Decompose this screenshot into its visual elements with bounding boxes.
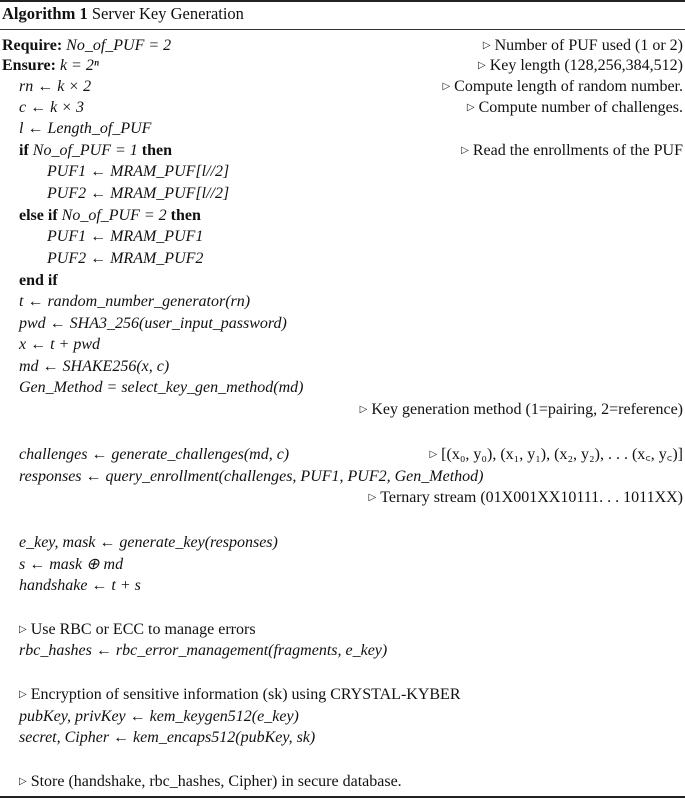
algorithm-line (0, 206, 685, 226)
statement: PUF2 ← MRAM_PUF2 (47, 250, 204, 267)
comment-text: Compute number of challenges. (478, 99, 683, 116)
line-comment (483, 36, 683, 56)
algorithm-line (0, 400, 685, 420)
algorithm-line (0, 184, 685, 204)
line-code (19, 357, 169, 377)
line-code (19, 335, 100, 355)
keyword: Require: (2, 37, 67, 54)
keyword: if (19, 142, 33, 159)
algorithm-line (0, 249, 685, 269)
statement: No_of_PUF = 2 (66, 37, 172, 54)
line-code (47, 227, 203, 247)
algorithm-line (0, 36, 685, 56)
line-code (19, 141, 172, 161)
algorithm-line (0, 227, 685, 247)
keyword: then (166, 207, 201, 224)
comment-triangle-icon: ▷ (19, 776, 27, 787)
comment-triangle-icon: ▷ (429, 449, 438, 460)
statement: c ← k × 3 (19, 99, 84, 116)
line-code (47, 162, 229, 182)
comment-triangle-icon: ▷ (359, 404, 368, 415)
keyword: then (137, 142, 173, 159)
comment-text: Key length (128,256,384,512) (489, 57, 683, 74)
comment-text: Number of PUF used (1 or 2) (494, 37, 683, 54)
algorithm-line (0, 335, 685, 355)
line-code (19, 620, 256, 640)
algorithm-line (0, 445, 685, 465)
statement: pwd ← SHA3_256(user_input_password) (19, 315, 287, 332)
line-code (19, 271, 58, 291)
algorithm-line (0, 77, 685, 97)
line-code (19, 772, 402, 792)
algorithm-line (0, 728, 685, 748)
comment-triangle-icon: ▷ (466, 102, 475, 113)
line-code (2, 56, 99, 76)
algorithm-label: Algorithm 1 (2, 4, 88, 23)
line-comment (461, 141, 683, 161)
line-code (19, 576, 141, 596)
line-comment (429, 445, 683, 465)
line-code (19, 77, 91, 97)
line-code (19, 314, 287, 334)
algorithm-line (0, 467, 685, 487)
algorithm-line (0, 141, 685, 161)
algorithm-line (0, 357, 685, 377)
comment-triangle-icon: ▷ (482, 40, 491, 51)
algorithm-line (0, 378, 685, 398)
line-code (19, 555, 123, 575)
statement: PUF1 ← MRAM_PUF[l//2] (47, 163, 230, 180)
statement: md ← SHAKE256(x, c) (19, 358, 170, 375)
statement: s ← mask ⊕ md (19, 556, 124, 573)
line-code (19, 467, 483, 487)
line-comment (360, 400, 683, 420)
statement: challenges ← generate_challenges(md, c) (19, 446, 290, 463)
comment-triangle-icon: ▷ (19, 689, 27, 700)
keyword: Ensure: (2, 57, 60, 74)
comment-triangle-icon: ▷ (19, 624, 27, 635)
line-code (47, 184, 229, 204)
algorithm-title: Server Key Generation (91, 4, 244, 23)
algorithm-line (0, 98, 685, 118)
statement: No_of_PUF = 1 (32, 142, 138, 159)
comment-text: Key generation method (1=pairing, 2=reference) (371, 401, 683, 418)
comment-text: Compute length of random number. (454, 78, 683, 95)
line-code (19, 378, 303, 398)
algorithm-line (0, 641, 685, 661)
algorithm-line (0, 620, 685, 640)
algorithm-line (0, 314, 685, 334)
algorithm-line (0, 56, 685, 76)
statement: t ← random_number_generator(rn) (19, 293, 251, 310)
comment-triangle-icon: ▷ (368, 492, 377, 503)
line-code (47, 249, 203, 269)
line-comment (478, 56, 683, 76)
statement: No_of_PUF = 2 (61, 207, 167, 224)
line-comment (467, 98, 683, 118)
caption-rule (0, 29, 685, 30)
algorithm-line (0, 271, 685, 291)
statement: e_key, mask ← generate_key(responses) (19, 534, 278, 551)
algorithm-line (0, 576, 685, 596)
comment-triangle-icon: ▷ (477, 60, 486, 71)
algorithm-line (0, 707, 685, 727)
line-code (19, 641, 387, 661)
line-code (19, 728, 315, 748)
line-code (19, 445, 289, 465)
line-code (19, 206, 201, 226)
keyword: else if (19, 207, 62, 224)
statement: x ← t + pwd (19, 336, 101, 353)
line-comment (368, 488, 683, 508)
algorithm-line (0, 772, 685, 792)
algorithm-line (0, 292, 685, 312)
line-code (19, 98, 84, 118)
top-rule (0, 0, 685, 2)
algorithm-line (0, 555, 685, 575)
bottom-rule (0, 796, 685, 798)
comment-text: [(x₀, y₀), (x₁, y₁), (x₂, y₂), . . . (x꜀, y꜀)] (441, 446, 683, 463)
statement: rbc_hashes ← rbc_error_management(fragments, e_key) (19, 642, 388, 659)
statement: Gen_Method = select_key_gen_method(md) (19, 379, 304, 396)
line-comment (442, 77, 683, 97)
line-code (2, 36, 171, 56)
statement: secret, Cipher ← kem_encaps512(pubKey, sk) (19, 729, 316, 746)
algorithm-caption (2, 4, 244, 24)
inline-comment: Store (handshake, rbc_hashes, Cipher) in secure database. (30, 773, 402, 790)
inline-comment: Encryption of sensitive information (sk) using CRYSTAL-KYBER (30, 686, 461, 703)
statement: PUF2 ← MRAM_PUF[l//2] (47, 185, 230, 202)
line-code (19, 707, 299, 727)
statement: l ← Length_of_PUF (19, 120, 152, 137)
keyword: end if (19, 272, 58, 289)
statement: responses ← query_enrollment(challenges, PUF1, PUF2, Gen_Method) (19, 468, 484, 485)
comment-triangle-icon: ▷ (442, 81, 451, 92)
line-code (19, 119, 151, 139)
statement: pubKey, privKey ← kem_keygen512(e_key) (19, 708, 299, 725)
algorithm-line (0, 533, 685, 553)
statement: k = 2ⁿ (59, 57, 99, 74)
algorithm-line (0, 488, 685, 508)
inline-comment: Use RBC or ECC to manage errors (30, 621, 256, 638)
algorithm-line (0, 685, 685, 705)
line-code (19, 533, 278, 553)
statement: rn ← k × 2 (19, 78, 92, 95)
comment-text: Ternary stream (01X001XX10111. . . 1011XX) (380, 489, 683, 506)
algorithm-line (0, 162, 685, 182)
statement: handshake ← t + s (19, 577, 141, 594)
algorithm-line (0, 119, 685, 139)
line-code (19, 292, 250, 312)
line-code (19, 685, 461, 705)
comment-text: Read the enrollments of the PUF (472, 142, 683, 159)
statement: PUF1 ← MRAM_PUF1 (47, 228, 204, 245)
comment-triangle-icon: ▷ (461, 145, 469, 156)
